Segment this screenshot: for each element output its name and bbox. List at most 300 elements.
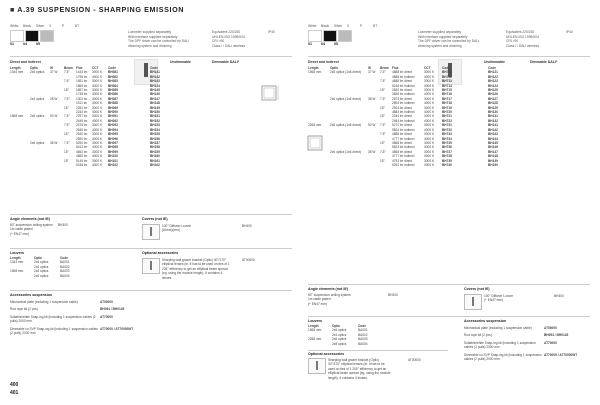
profile-drawing — [260, 84, 282, 124]
covers-text: 100° Diffuser Louvre (Direct)(mm) — [162, 224, 192, 233]
black-swatch — [25, 30, 39, 42]
table-cell: BH083 — [108, 79, 118, 84]
accessory-name: Rod rope kit (2 pcs) — [10, 307, 38, 312]
divider — [308, 56, 590, 57]
table-cell: 4000 K — [424, 101, 435, 106]
louver-row — [308, 342, 384, 346]
black-swatch — [323, 30, 337, 42]
table-cell: BH088 — [108, 101, 118, 106]
table-cell: BH149 — [488, 158, 498, 163]
accessory-code: AT70000 — [100, 314, 113, 319]
table-cell: 5824 lm indirect — [392, 127, 415, 132]
column-header: Optic — [330, 66, 339, 70]
table-cell: 1651 lm — [76, 79, 88, 84]
table-cell: 4000 K — [92, 162, 103, 167]
supply-note: Luxmeter supplied separately With interface supplied separately The DPF driver can be controlled by DALI dimming system and dimming — [128, 30, 190, 48]
louver-cell: 2268 mm — [308, 337, 322, 342]
finish-swatches — [10, 30, 55, 42]
table-cell: 2x6 optics (1x6 direct) — [330, 96, 362, 101]
louvers-table — [10, 256, 86, 278]
table-cell: BH097 — [108, 140, 118, 145]
table-cell: 7.5° — [380, 79, 386, 84]
louver-cell: Code — [358, 324, 366, 328]
accessory-code: BH094 / BH0145 — [100, 307, 125, 312]
table-cell: 3000 K — [92, 149, 103, 154]
table-cell: BH150 — [150, 110, 160, 115]
table-cell: 4000 K — [424, 92, 435, 97]
louver-cell: Code — [60, 256, 68, 260]
table-cell: BH141 — [150, 70, 160, 75]
table-cell: 4000 K — [92, 118, 103, 123]
table-cell — [330, 163, 368, 167]
table-cell: 2673 lm direct — [392, 96, 413, 101]
table-cell — [368, 163, 380, 167]
table-cell: BH122 — [488, 74, 498, 79]
table-cell: BH711 — [442, 70, 452, 75]
column-header: Code — [488, 66, 496, 70]
optional-accessories-text: Sharping wall grazer bracket (Optic) 30°/170° elliptical lenses (ie. It has to be used on ties of 1 205° efficiency to get an elliptical beam spread (eg. using the module length). It contains 4 lenses. — [328, 358, 391, 380]
table-cell: 7.5° — [380, 149, 386, 154]
table-cell: 2x8 optics — [30, 114, 45, 119]
accessories-list — [10, 300, 150, 338]
column-header: W — [50, 66, 54, 70]
louver-cell: BA004 — [60, 273, 70, 278]
table-cell: BH082 — [108, 74, 118, 79]
table-cell: BH085 — [108, 88, 118, 93]
table-cell: BH129 — [488, 105, 498, 110]
table-cell: BH086 — [108, 92, 118, 97]
angle-elements-title: Angle elements (not IE) — [308, 287, 348, 291]
finish-labels — [10, 24, 88, 28]
table-cell: 4000 K — [92, 154, 103, 159]
table-cell: 2x6 optics — [30, 140, 45, 145]
louver-cell: 1568 mm — [308, 328, 322, 333]
table-cell: BH124 — [488, 83, 498, 88]
finish-code: 05 — [36, 42, 40, 46]
table-cell: 15° — [380, 140, 385, 145]
accessory-name: Suitable/white Snap-ing kit (including 1 suspension cables (2 pulls) 2000 mm — [10, 314, 96, 324]
table-cell: BH733 — [442, 132, 452, 137]
table-cell: BH147 — [150, 96, 160, 101]
finish-label: Silver — [334, 24, 343, 28]
left-page — [10, 24, 292, 392]
table-cell: 2645 lm — [76, 127, 88, 132]
table-cell: 2x8 optics (1x8 direct) — [330, 70, 362, 75]
table-cell: BH146 — [488, 145, 498, 150]
table-cell: BH143 — [488, 132, 498, 137]
accessories-suspension-title: Accessories suspension — [10, 293, 53, 297]
table-cell: BH737 — [442, 149, 452, 154]
table-cell: 5246 lm indirect — [392, 83, 415, 88]
covers-code: BH400 — [242, 224, 252, 228]
table-cell: 4000 K — [92, 110, 103, 115]
table-cell: BH717 — [442, 96, 452, 101]
table-cell: 7.5° — [64, 123, 70, 128]
table-cell: 1344 mm — [10, 70, 24, 75]
table-cell: BH722 — [442, 118, 452, 123]
finish-label: White — [10, 24, 19, 28]
table-cell: 4868 lm direct — [392, 140, 413, 145]
table-cell: 3000 K — [92, 105, 103, 110]
table-cell: 50 W — [368, 123, 376, 128]
louver-cell: BA001 — [358, 328, 368, 333]
table-cell: BH146 — [150, 92, 160, 97]
table-cell: 2449 lm — [76, 118, 88, 123]
table-cell: 3000 K — [424, 132, 435, 137]
column-header: CCT — [424, 66, 431, 70]
table-header-undimmable: Undimmable — [170, 60, 192, 64]
accessory-code: AT00000 — [544, 326, 557, 330]
louver-cell: 2x6 optics — [34, 260, 49, 265]
table-cell: 7.5° — [380, 132, 386, 137]
optional-accessories-code: AT00000 — [408, 358, 421, 362]
table-cell: BH718 — [442, 101, 452, 106]
table-cell: BH099 — [108, 149, 118, 154]
product-table — [10, 66, 192, 167]
table-cell: 4000 K — [424, 145, 435, 150]
louver-cell: BA002 — [60, 264, 70, 269]
column-header: CCT — [92, 66, 99, 70]
table-cell: BH142 — [488, 127, 498, 132]
table-cell: BH100 — [108, 154, 118, 159]
table-cell: 4000 K — [424, 154, 435, 159]
table-cell: 3000 K — [92, 88, 103, 93]
table-cell: 1302 lm — [76, 96, 88, 101]
divider — [308, 350, 448, 351]
table-cell: 4000 K — [92, 127, 103, 132]
finish-code: 04 — [321, 42, 325, 46]
optional-accessories-text: Sharping wall grazer bracket (Optic) 30°/170° elliptical lenses (ie. It has to be used on ties of 1 205° efficiency to get an elliptical beam spread (eg. using the module length). It contains 4 lenses. — [162, 258, 230, 280]
louvers-table — [308, 324, 384, 346]
table-cell: BH143 — [150, 79, 160, 84]
louver-cell: Optic — [332, 324, 341, 328]
finish-label: White — [308, 24, 317, 28]
table-cell: BH090 — [108, 110, 118, 115]
louver-cell: Length — [10, 256, 21, 260]
table-cell: BH148 — [488, 154, 498, 159]
table-cell: 4000 K — [92, 74, 103, 79]
table-cell: BH093 — [108, 123, 118, 128]
finish-label: P — [62, 24, 65, 28]
table-cell: 38 W — [50, 140, 58, 145]
table-cell: 3000 K — [92, 140, 103, 145]
silver-swatch — [338, 30, 352, 42]
table-cell: BH087 — [108, 96, 118, 101]
table-cell: BH719 — [442, 105, 452, 110]
table-cell — [64, 163, 76, 167]
table-cell: BH162 — [150, 162, 160, 167]
table-cell: 3000 K — [92, 132, 103, 137]
accessory-code: AT70000 / AT70000WT — [100, 326, 134, 331]
covers-text: 100° Diffuser Louvre (+ EN47 mm) — [484, 294, 514, 303]
table-cell: BH155 — [150, 132, 160, 137]
accessory-name: Rod rope kit (2 pcs) — [464, 333, 492, 338]
table-cell: 3000 K — [424, 140, 435, 145]
table-cell: BH736 — [442, 145, 452, 150]
accessories-list — [464, 326, 590, 364]
page-header — [10, 5, 184, 14]
table-cell: 50 W — [50, 114, 58, 119]
angle-elements-text: 60° suspension ceiling system 1m cable plated (+ EN47 mm) — [10, 223, 53, 236]
table-cell: BH141 — [488, 123, 498, 128]
table-cell — [10, 163, 30, 167]
table-cell: 4000 K — [92, 145, 103, 150]
angle-elements-title: Angle elements (not IE) — [10, 217, 50, 221]
table-cell: BH127 — [488, 96, 498, 101]
table-cell: 2244 lm — [76, 110, 88, 115]
table-cell: BH152 — [150, 118, 160, 123]
table-cell: 3000 K — [92, 114, 103, 119]
table-cell: 4888 lm direct — [392, 70, 413, 75]
accessory-item — [10, 307, 150, 311]
table-cell: 7.5° — [380, 96, 386, 101]
table-cell: 4000 K — [92, 101, 103, 106]
table-cell: 2630 lm — [76, 132, 88, 137]
accessory-code: BH094 / BH0145 — [544, 333, 569, 338]
supply-note: Luxmeter supplied separately With interface supplied separately The DPF driver can be controlled by DALI dimming system and dimming — [418, 30, 480, 48]
optional-accessories-title: Optional accessories — [142, 251, 179, 255]
table-cell: BH731 — [442, 123, 452, 128]
louver-cell: 2x8 optics — [332, 341, 347, 346]
table-cell: 2281 lm — [76, 105, 88, 110]
table-cell: BH712 — [442, 74, 452, 79]
accessory-name: Mechanical plate (including 1 suspension cable) — [10, 300, 78, 304]
table-cell: 1443 lm — [76, 70, 88, 75]
table-cell: 15° — [380, 105, 385, 110]
ip-rating: IP40 — [566, 30, 573, 34]
table-cell: BH148 — [150, 101, 160, 106]
cover-thumbnail — [464, 294, 482, 310]
table-cell: 2x8 optics (1x8 direct) — [330, 123, 362, 128]
accessory-name: Mechanical plate (including 1 suspension cable) — [464, 326, 532, 330]
finish-label: Black — [321, 24, 330, 28]
table-cell: 4888 lm direct — [392, 132, 413, 137]
table-cell: 15° — [380, 88, 385, 93]
table-cell: 7.5° — [64, 140, 70, 145]
table-cell: BH098 — [108, 145, 118, 150]
table-cell: BH734 — [442, 136, 452, 141]
table-cell: BH715 — [442, 88, 452, 93]
angle-elements-text: 60° suspension ceiling system 1m cable plated (+ EN47 mm) — [308, 293, 351, 306]
finish-label: Silver — [36, 24, 45, 28]
table-cell: 3000 K — [424, 114, 435, 119]
table-cell: 3000 K — [92, 123, 103, 128]
accessory-code: AT00000 — [100, 300, 113, 304]
table-cell: BH714 — [442, 83, 452, 88]
accessory-thumbnail — [308, 358, 326, 374]
finish-codes — [10, 42, 49, 46]
table-cell: BH121 — [488, 70, 498, 75]
table-cell: BH156 — [150, 136, 160, 141]
louver-cell — [308, 342, 332, 346]
profile-drawing — [306, 134, 328, 174]
finish-code: 01 — [10, 42, 14, 46]
table-cell: 2x4 optics — [30, 96, 45, 101]
column-header: Length — [308, 66, 319, 70]
table-cell: 2590 lm — [76, 136, 88, 141]
finish-code: 05 — [334, 42, 338, 46]
table-cell: 15° — [64, 158, 69, 163]
table-cell: BH713 — [442, 79, 452, 84]
table-cell: 3000 K — [424, 79, 435, 84]
table-cell — [380, 163, 392, 167]
table-cell: 2257 lm — [76, 114, 88, 119]
table-cell: 38 W — [368, 149, 376, 154]
accessory-item — [10, 315, 150, 324]
table-cell — [50, 163, 64, 167]
table-cell: 3000 K — [424, 123, 435, 128]
page-number: 400 — [10, 382, 19, 388]
table-cell: 4000 K — [92, 83, 103, 88]
finish-codes — [308, 42, 347, 46]
covers-title: Covers (not IE) — [142, 217, 168, 221]
accessory-item — [10, 300, 150, 304]
table-cell: 1745 lm — [76, 92, 88, 97]
table-cell: 2484 lm indirect — [392, 118, 415, 123]
table-header-dimmable: Dimmable DALI* — [530, 60, 558, 64]
column-header: Beam — [380, 66, 389, 70]
table-cell: 4652 lm — [76, 149, 88, 154]
divider — [10, 248, 292, 249]
table-cell: 15° — [64, 105, 69, 110]
table-cell: BH145 — [488, 140, 498, 145]
table-cell: 4000 K — [92, 136, 103, 141]
finish-code: 01 — [308, 42, 312, 46]
table-cell: 1511 lm — [76, 101, 88, 106]
louver-cell: 2x4 optics — [332, 332, 347, 337]
table-cell: BH159 — [150, 149, 160, 154]
table-cell: 3000 K — [424, 70, 435, 75]
table-cell: 15° — [64, 149, 69, 154]
table-cell: BH091 — [108, 114, 118, 119]
table-cell: 3000 K — [424, 105, 435, 110]
white-swatch — [10, 30, 24, 42]
louver-cell — [10, 274, 34, 278]
table-cell: BH144 — [150, 83, 160, 88]
table-cell: BH123 — [488, 79, 498, 84]
louver-cell: 1344 mm — [10, 260, 24, 265]
table-cell: BH131 — [488, 114, 498, 119]
table-header-dimmable: Dimmable DALI* — [212, 60, 240, 64]
table-cell: 3848 lm indirect — [392, 92, 415, 97]
finish-label: BT — [75, 24, 80, 28]
column-header: Flux — [76, 66, 83, 70]
louvers-title: Louvers — [308, 319, 322, 323]
finish-label: P — [360, 24, 363, 28]
table-cell: 4888 lm indirect — [392, 74, 415, 79]
table-cell: BH128 — [488, 101, 498, 106]
angle-elements-code: BH300 — [58, 223, 68, 227]
divider — [10, 56, 292, 57]
table-cell: 15° — [64, 132, 69, 137]
table-cell: BH081 — [108, 70, 118, 75]
louver-row — [10, 274, 86, 278]
table-cell: 3000 K — [92, 158, 103, 163]
optional-accessories-title: Optional accessories — [308, 352, 345, 356]
table-cell: BH095 — [108, 132, 118, 137]
table-cell: 2924 lm direct — [392, 105, 413, 110]
table-cell: BH126 — [488, 92, 498, 97]
table-cell: 4000 K — [92, 92, 103, 97]
table-cell: BH721 — [442, 114, 452, 119]
table-cell: 3000 K — [92, 70, 103, 75]
angle-elements-code: BH300 — [388, 293, 398, 297]
louver-cell: 2x4 optics — [34, 264, 49, 269]
table-cell: BH740 — [442, 162, 452, 167]
louver-cell: BA003 — [358, 337, 368, 342]
product-table — [308, 66, 534, 167]
catalog-spread — [10, 24, 590, 396]
table-cell: 1568 mm — [308, 70, 322, 75]
accessory-name: Dimmable cu SVP Snap-ing kit (including 1 suspension cables (2 pulls) 2000 mm — [464, 352, 542, 362]
table-cell: 4882 lm — [76, 154, 88, 159]
table-cell: 15° — [380, 114, 385, 119]
table-cell: 3000 K — [92, 96, 103, 101]
table-cell: 3000 K — [424, 158, 435, 163]
table-cell — [30, 163, 50, 167]
accessories-suspension-title: Accessories suspension — [464, 319, 507, 323]
section-title: A.39 SUSPENSION - SHARPING EMISSION — [17, 5, 185, 14]
table-cell: BH160 — [150, 154, 160, 159]
table-cell: 4777 lm indirect — [392, 154, 415, 159]
table-cell: BH132 — [488, 118, 498, 123]
table-cell: 5252 lm indirect — [392, 162, 415, 167]
table-cell: BH738 — [442, 154, 452, 159]
table-cell: 5145 lm — [76, 158, 88, 163]
accessory-name: Dimmable cu SVP Snap-ing kit (including 1 suspension cables (2 pulls) 2000 mm — [10, 326, 98, 336]
table-cell: BH158 — [150, 145, 160, 150]
table-cell: BH161 — [150, 158, 160, 163]
louver-cell: 2x6 optics — [332, 328, 347, 333]
table-cell: BH096 — [108, 136, 118, 141]
table-cell: 1857 lm — [76, 88, 88, 93]
ip-rating: IP40 — [268, 30, 275, 34]
table-cell: BH101 — [108, 158, 118, 163]
table-cell: BH102 — [108, 162, 118, 167]
page-number: 401 — [10, 390, 19, 396]
table-cell: BH732 — [442, 127, 452, 132]
finish-swatches — [308, 30, 353, 42]
louvers-title: Louvers — [10, 251, 24, 255]
table-cell: BH084 — [108, 83, 118, 88]
table-cell: BH151 — [150, 114, 160, 119]
finish-label: 3 — [347, 24, 349, 28]
table-cell: 38 W — [368, 96, 376, 101]
table-cell: 5252 lm — [76, 140, 88, 145]
accessory-thumbnail — [142, 258, 160, 274]
table-cell: 7.5° — [64, 114, 70, 119]
table-cell: 4888 lm direct — [392, 79, 413, 84]
table-cell: 5412 lm — [76, 145, 88, 150]
table-cell: 5272 lm direct — [392, 123, 413, 128]
table-cell: 2840 lm direct — [392, 88, 413, 93]
table-cell: 4000 K — [424, 136, 435, 141]
table-cell: 28 W — [50, 96, 58, 101]
louver-cell: BA001 — [60, 260, 70, 265]
column-header: W — [368, 66, 372, 70]
table-cell: BH157 — [150, 140, 160, 145]
table-cell: 4000 K — [424, 74, 435, 79]
table-cell: 4000 K — [424, 162, 435, 167]
table-cell: 2x6 optics — [30, 70, 45, 75]
table-cell: 4000 K — [424, 110, 435, 115]
table-cell: 2894 lm indirect — [392, 101, 415, 106]
finish-label: Black — [23, 24, 32, 28]
table-cell: BH739 — [442, 158, 452, 163]
table-cell: BH154 — [150, 127, 160, 132]
table-cell: BH130 — [488, 110, 498, 115]
finish-code: 04 — [23, 42, 27, 46]
